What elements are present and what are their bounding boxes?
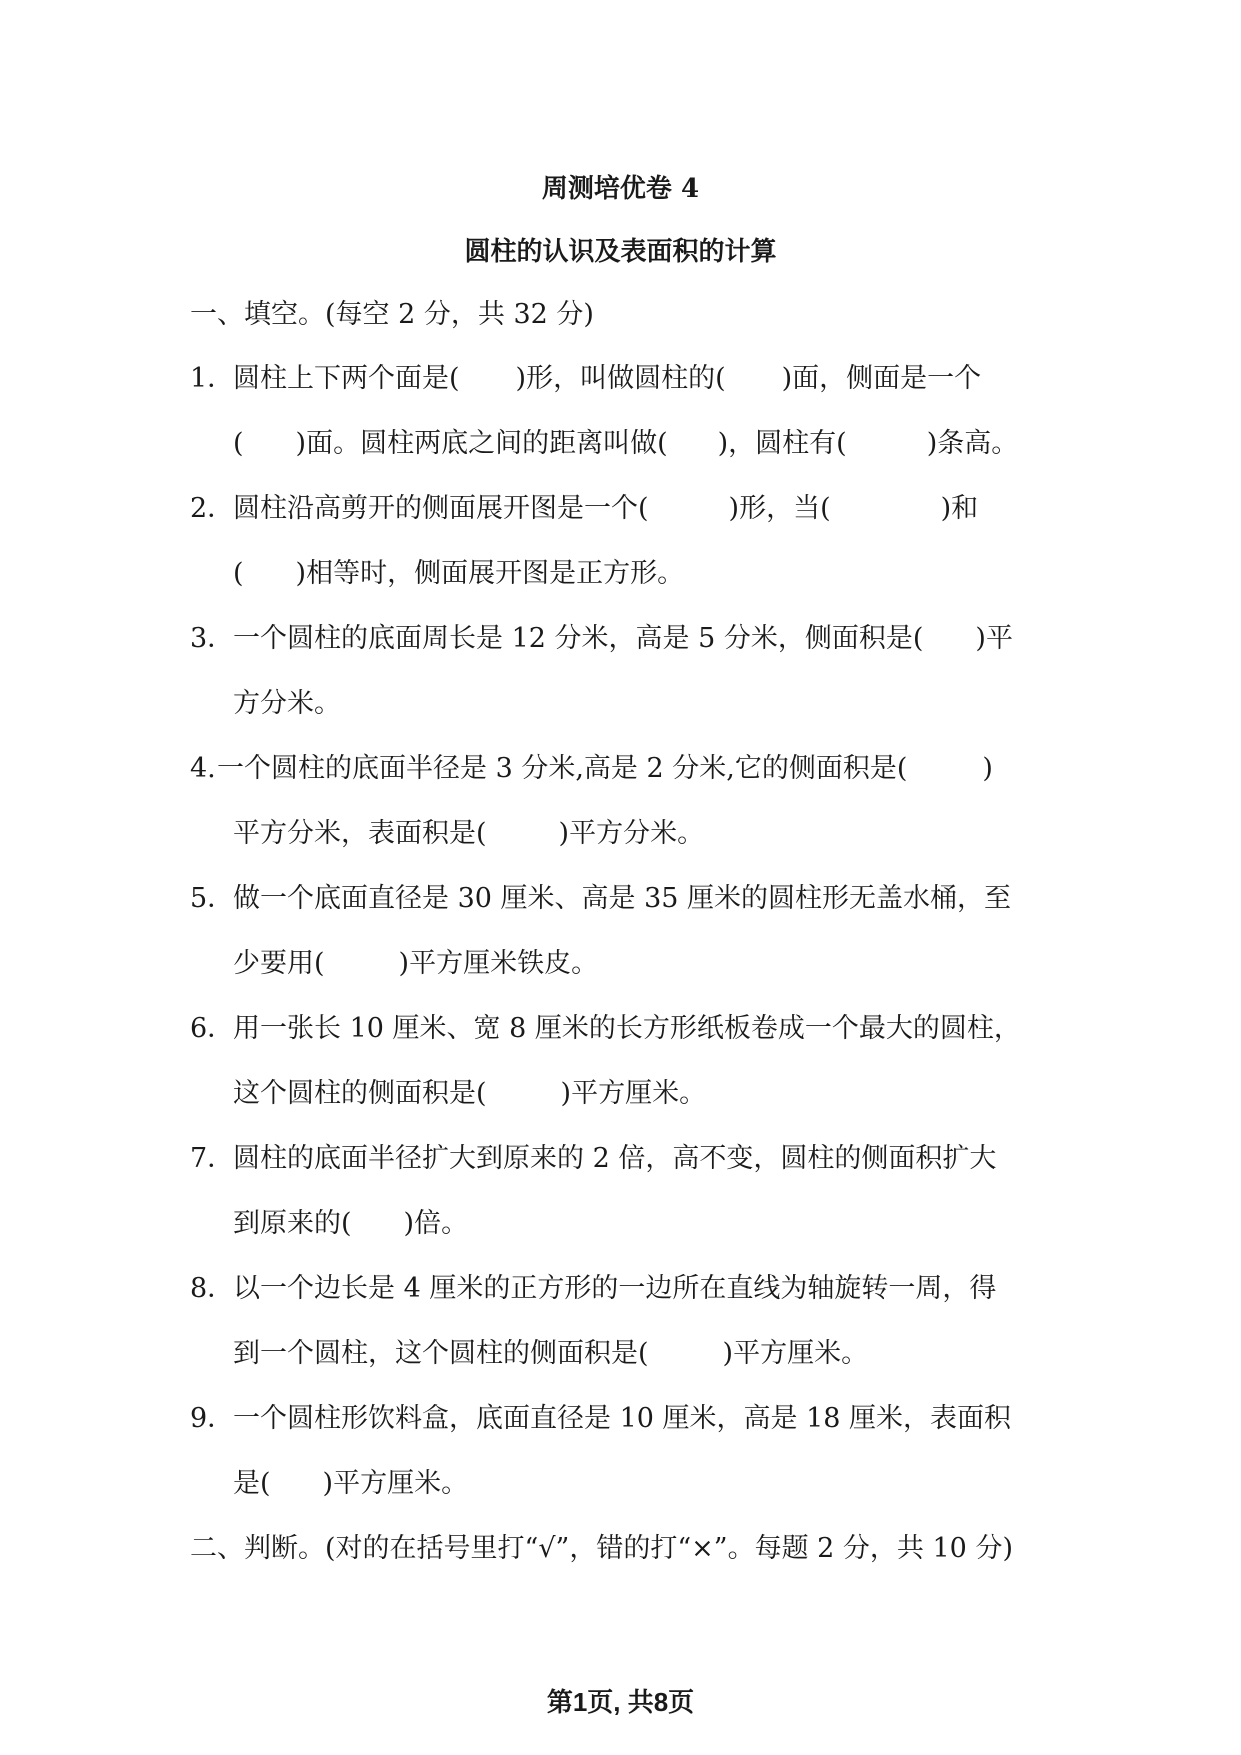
page-subtitle: 圆柱的认识及表面积的计算 — [464, 237, 777, 267]
question-number: 9． — [190, 1403, 235, 1434]
question-2-cont: ( )相等时，侧面展开图是正方形。 — [233, 558, 685, 589]
question-number: 7． — [190, 1143, 235, 1174]
question-7-cont: 到原来的( )倍。 — [233, 1208, 469, 1239]
question-number: 2． — [190, 493, 235, 524]
page-footer: 第1页, 共8页 — [546, 1687, 695, 1717]
page-title: 周测培优卷 4 — [541, 174, 700, 204]
question-6-cont: 这个圆柱的侧面积是( )平方厘米。 — [233, 1078, 707, 1109]
question-1: 1．圆柱上下两个面是( )形，叫做圆柱的( )面，侧面是一个 — [190, 359, 981, 399]
question-2: 2．圆柱沿高剪开的侧面展开图是一个( )形，当( )和 — [190, 489, 978, 529]
section-1-heading: 一、填空。(每空 2 分，共 32 分) — [190, 299, 594, 330]
question-4: 4.一个圆柱的底面半径是 3 分米,高是 2 分米,它的侧面积是( ) — [190, 749, 993, 789]
question-9: 9．一个圆柱形饮料盒，底面直径是 10 厘米，高是 18 厘米，表面积 — [190, 1399, 1011, 1439]
question-3-cont: 方分米。 — [233, 688, 341, 719]
question-5: 5．做一个底面直径是 30 厘米、高是 35 厘米的圆柱形无盖水桶，至 — [190, 879, 1011, 919]
section-2-heading: 二、判断。(对的在括号里打“√”，错的打“×”。每题 2 分，共 10 分) — [190, 1533, 1013, 1564]
question-4-cont: 平方分米，表面积是( )平方分米。 — [233, 818, 705, 849]
question-5-cont: 少要用( )平方厘米铁皮。 — [233, 948, 599, 979]
question-number: 1． — [190, 363, 235, 394]
question-1-cont: ( )面。圆柱两底之间的距离叫做( )，圆柱有( )条高。 — [233, 428, 1019, 459]
question-8: 8．以一个边长是 4 厘米的正方形的一边所在直线为轴旋转一周，得 — [190, 1269, 996, 1309]
question-9-cont: 是( )平方厘米。 — [233, 1468, 469, 1499]
question-number: 4. — [190, 753, 216, 784]
question-number: 6． — [190, 1013, 235, 1044]
question-8-cont: 到一个圆柱，这个圆柱的侧面积是( )平方厘米。 — [233, 1338, 869, 1369]
question-number: 5． — [190, 883, 235, 914]
question-number: 8． — [190, 1273, 235, 1304]
question-number: 3． — [190, 623, 235, 654]
question-3: 3．一个圆柱的底面周长是 12 分米，高是 5 分米，侧面积是( )平 — [190, 619, 1013, 659]
question-7: 7．圆柱的底面半径扩大到原来的 2 倍，高不变，圆柱的侧面积扩大 — [190, 1139, 996, 1179]
question-6: 6．用一张长 10 厘米、宽 8 厘米的长方形纸板卷成一个最大的圆柱， — [190, 1009, 1021, 1049]
